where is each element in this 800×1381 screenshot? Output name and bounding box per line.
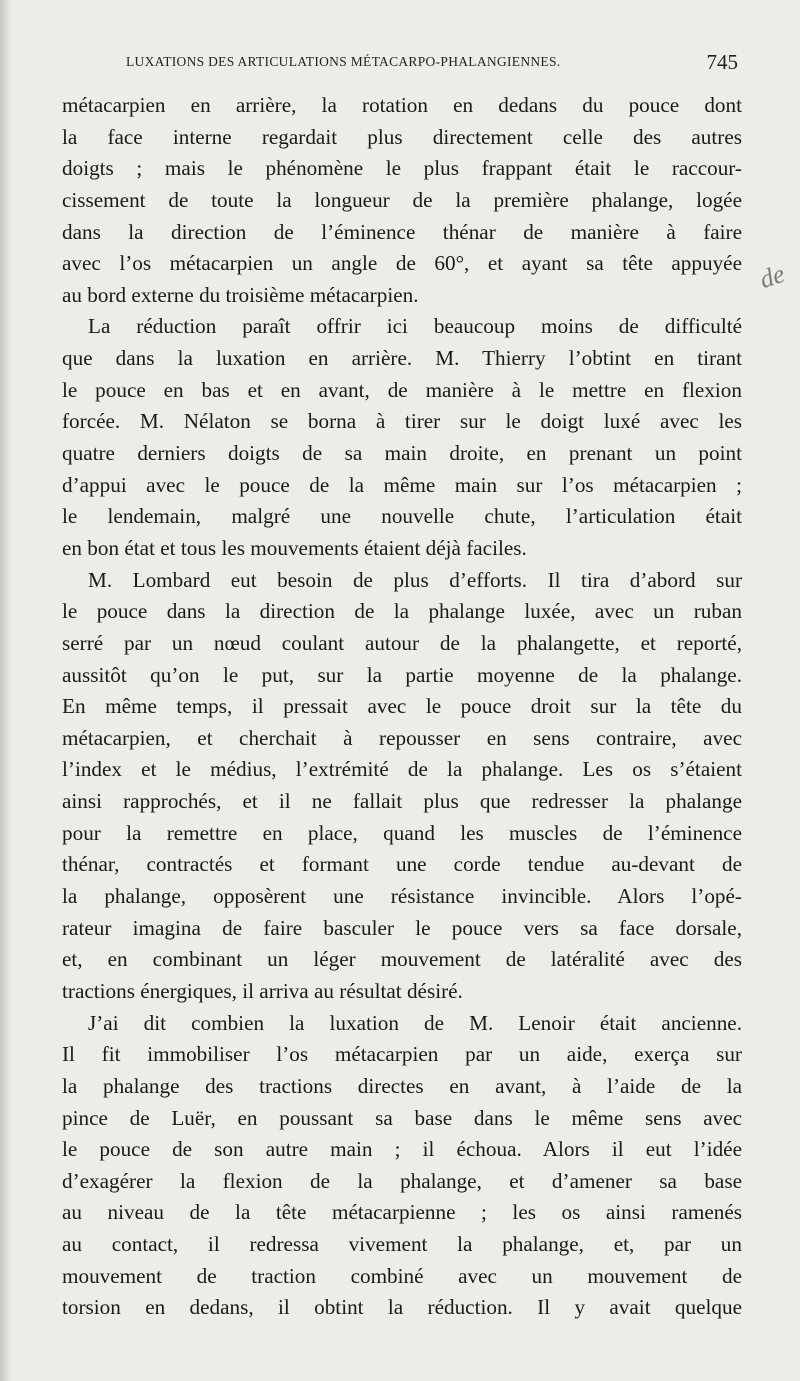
text-line: J’ai dit combien la luxation de M. Lenoir était ancienne. — [88, 1010, 742, 1035]
text-line: que dans la luxation en arrière. M. Thierry l’obtint en tirant — [62, 346, 742, 371]
text-line: M. Lombard eut besoin de plus d’efforts. Il tira d’abord sur — [88, 567, 742, 592]
text-line: métacarpien, et cherchait à repousser en sens contraire, avec — [62, 725, 742, 750]
text-line: avec l’os métacarpien un angle de 60°, et ayant sa tête appuyée — [62, 251, 742, 276]
text-line: rateur imagina de faire basculer le pouce vers sa face dorsale, — [62, 915, 742, 940]
text-line: au niveau de la tête métacarpienne ; les os ainsi ramenés — [62, 1200, 742, 1225]
text-line: Il fit immobiliser l’os métacarpien par un aide, exerça sur — [62, 1042, 742, 1067]
text-line: et, en combinant un léger mouvement de latéralité avec des — [62, 947, 742, 972]
body-text — [62, 90, 742, 1324]
text-line: pour la remettre en place, quand les muscles de l’éminence — [62, 820, 742, 845]
text-line: au contact, il redressa vivement la phalange, et, par un — [62, 1232, 742, 1257]
text-line: la phalange, opposèrent une résistance invincible. Alors l’opé- — [62, 884, 742, 909]
text-line: le pouce dans la direction de la phalange luxée, avec un ruban — [62, 599, 742, 624]
text-line: en bon état et tous les mouvements étaient déjà faciles. — [62, 535, 527, 560]
text-line: serré par un nœud coulant autour de la phalangette, et reporté, — [62, 630, 742, 655]
text-line: l’index et le médius, l’extrémité de la phalange. Les os s’étaient — [62, 757, 742, 782]
text-line: la face interne regardait plus directement celle des autres — [62, 124, 742, 149]
running-title: LUXATIONS DES ARTICULATIONS MÉTACARPO-PHALANGIENNES. — [126, 54, 561, 69]
text-line: tractions énergiques, il arriva au résultat désiré. — [62, 978, 463, 1003]
text-line: métacarpien en arrière, la rotation en dedans du pouce dont — [62, 93, 742, 117]
text-line: forcée. M. Nélaton se borna à tirer sur le doigt luxé avec les — [62, 409, 742, 434]
text-line: le pouce de son autre main ; il échoua. Alors il eut l’idée — [62, 1137, 742, 1162]
text-line: En même temps, il pressait avec le pouce droit sur la tête du — [62, 694, 742, 719]
text-line: d’appui avec le pouce de la même main sur l’os métacarpien ; — [62, 472, 742, 497]
page-edge-shadow — [0, 0, 12, 1381]
text-line: le lendemain, malgré une nouvelle chute, l’articulation était — [62, 504, 742, 529]
text-line: au bord externe du troisième métacarpien. — [62, 282, 419, 307]
text-line: aussitôt qu’on le put, sur la partie moyenne de la phalange. — [62, 662, 742, 687]
text-line: d’exagérer la flexion de la phalange, et d’amener sa base — [62, 1168, 742, 1193]
text-line: doigts ; mais le phénomène le plus frappant était le raccour- — [62, 156, 742, 181]
text-line: pince de Luër, en poussant sa base dans le même sens avec — [62, 1105, 742, 1130]
text-line: ainsi rapprochés, et il ne fallait plus que redresser la phalange — [62, 789, 742, 814]
text-line: La réduction paraît offrir ici beaucoup moins de difficulté — [88, 314, 742, 339]
text-line: thénar, contractés et formant une corde tendue au-devant de — [62, 852, 742, 877]
text-line: cissement de toute la longueur de la première phalange, logée — [62, 187, 742, 212]
text-line: le pouce en bas et en avant, de manière à le mettre en flexion — [62, 377, 742, 402]
text-line: torsion en dedans, il obtint la réduction. Il y avait quelque — [62, 1295, 742, 1320]
page-number: 745 — [706, 50, 738, 74]
text-line: la phalange des tractions directes en avant, à l’aide de la — [62, 1073, 742, 1098]
text-line: quatre derniers doigts de sa main droite, en prenant un point — [62, 441, 742, 466]
text-line: dans la direction de l’éminence thénar de manière à faire — [62, 219, 742, 244]
text-line: mouvement de traction combiné avec un mouvement de — [62, 1263, 742, 1288]
running-header — [126, 50, 738, 74]
handwritten-margin-note: de — [755, 258, 789, 295]
